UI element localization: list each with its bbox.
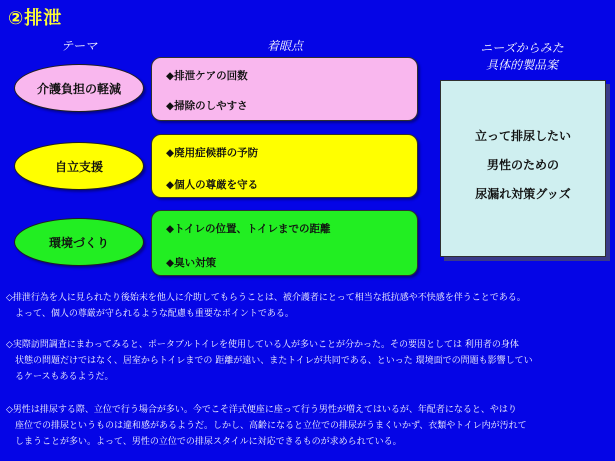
product-proposal-box (440, 80, 606, 257)
note-line: 座位での排尿というものは違和感があるようだ。しかし、高齢になると立位での排尿がうまくいかず、衣類やトイレ内が汚れて (6, 421, 527, 431)
header-product-line2: 具体的製品案 (485, 58, 558, 72)
focus-item: ◆廃用症候群の予防 (166, 147, 259, 159)
note-portable-toilet (6, 337, 606, 385)
theme-oval-independence: 自立支援 (14, 142, 144, 190)
focus-box-environment (151, 210, 418, 276)
focus-item: ◆個人の尊厳を守る (166, 179, 259, 191)
product-line: 立って排尿したい (474, 129, 571, 143)
theme-oval-care-burden: 介護負担の軽減 (14, 64, 144, 112)
focus-box-independence (151, 134, 418, 198)
header-theme: テーマ (60, 39, 97, 53)
note-line: しまうことが多い。よって、男性の立位での排尿スタイルに対応できるものが求められている。 (6, 437, 402, 447)
focus-item: ◆臭い対策 (166, 257, 217, 269)
theme-oval-environment: 環境づくり (14, 218, 144, 266)
note-line: よって、個人の尊厳が守られるような配慮も重要なポイントである。 (6, 309, 294, 319)
note-line: ◇男性は排尿する際、立位で行う場合が多い。今でこそ洋式便座に座って行う男性が増えてはいるが、年配者になると、やはり (6, 405, 517, 415)
note-line: 状態の問題だけではなく、居室からトイレまでの 距離が遠い、またトイレが共同である、といった 環境面での問題も影響してい (6, 356, 533, 366)
focus-item: ◆トイレの位置、トイレまでの距離 (166, 223, 331, 235)
page-title: ②排泄 (8, 8, 63, 29)
product-line: 男性のための (486, 158, 559, 172)
focus-item: ◆掃除のしやすさ (166, 100, 248, 112)
header-product-line1: ニーズからみた (480, 41, 564, 55)
focus-item: ◆排泄ケアの回数 (166, 70, 248, 82)
note-dignity (6, 290, 606, 322)
note-male-urination (6, 402, 606, 450)
header-focus: 着眼点 (266, 39, 303, 53)
focus-box-care-burden (151, 57, 418, 121)
note-line: ◇排泄行為を人に見られたり後始末を他人に介助してもらうことは、被介護者にとって相当な抵抗感や不快感を伴うことである。 (6, 293, 526, 303)
note-line: ◇実際訪問調査にまわってみると、ポータブルトイレを使用している人が多いことが分かった。その要因としては 利用者の身体 (6, 340, 519, 350)
note-line: るケースもあるようだ。 (6, 372, 114, 382)
product-line: 尿漏れ対策グッズ (475, 187, 571, 201)
